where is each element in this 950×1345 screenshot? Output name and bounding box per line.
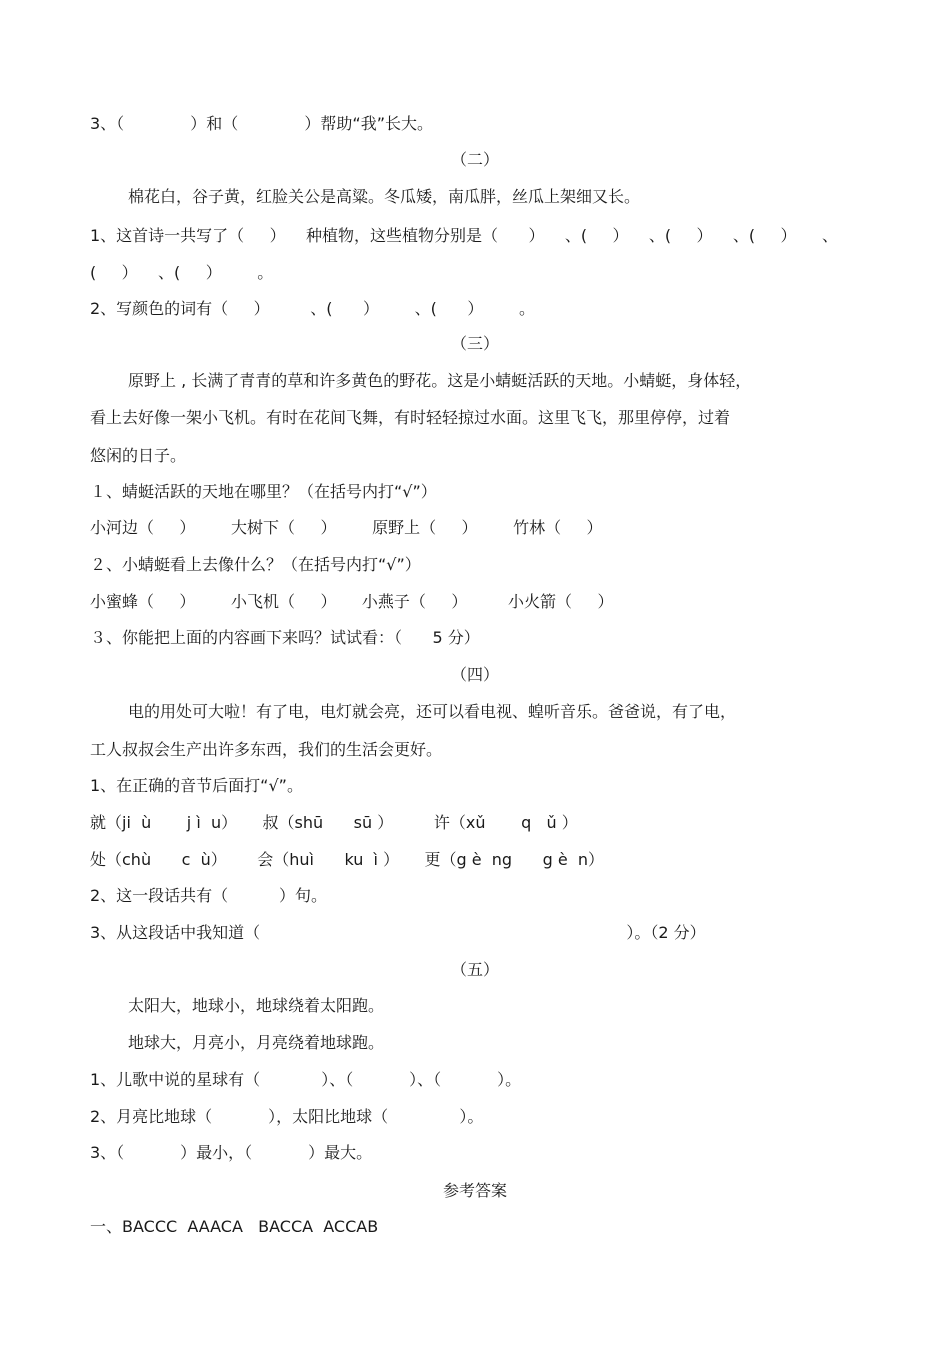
passage-four-line-1: 电的用处可大啦！有了电，电灯就会亮，还可以看电视、蝗听音乐。爸爸说，有了电， [128,702,737,721]
rhyme-line-1: 太阳大，地球小，地球绕着太阳跑。 [128,996,385,1015]
pinyin-row-2: 处（chù c ù） 会（huì ku ì ） 更（g è ng g è n） [90,850,604,869]
q3-1-line: １、蜻蜓活跃的天地在哪里？（在括号内打“√”） [90,482,437,501]
passage-four-line-2: 工人叔叔会生产出许多东西，我们的生活会更好。 [90,740,443,759]
q4-1-line: 1、在正确的音节后面打“√”。 [90,776,303,795]
q3-2-options: 小蜜蜂（ ） 小飞机（ ） 小燕子（ ） 小火箭（ ） [90,592,614,611]
passage-three-line-1: 原野上 , 长满了青青的草和许多黄色的野花。这是小蜻蜓活跃的天地。小蜻蜓，身体轻， [128,371,752,390]
q2-1-line-cont: ( ） 、( ） 。 [90,263,274,282]
q5-2-line: 2、月亮比地球（ ），太阳比地球（ ）。 [90,1107,484,1126]
section-five-heading: （五） [450,960,499,979]
q3-2-line: ２、小蜻蜓看上去像什么？（在括号内打“√”） [90,555,421,574]
q4-3-line: 3、从这段话中我知道（ ）。（2 分） [90,923,706,942]
q2-2-line: 2、写颜色的词有（ ） 、( ） 、( ） 。 [90,299,536,318]
passage-three-line-3: 悠闲的日子。 [90,446,187,465]
poem-text: 棉花白，谷子黄，红脸关公是高粱。冬瓜矮，南瓜胖，丝瓜上架细又长。 [128,187,641,206]
rhyme-line-2: 地球大，月亮小，月亮绕着地球跑。 [128,1033,385,1052]
section-four-heading: （四） [450,665,499,684]
q3-3-line: ３、你能把上面的内容画下来吗？试试看：（ 5 分） [90,628,480,647]
q2-1-line: 1、这首诗一共写了（ ） 种植物，这些植物分别是（ ） 、( ） 、( ） 、( ） 、 [90,226,838,245]
q5-1-line: 1、儿歌中说的星球有（ ）、（ ）、（ ）。 [90,1070,522,1089]
q3-1-options: 小河边（ ） 大树下（ ） 原野上（ ） 竹林（ ） [90,518,603,537]
answer-key-heading: 参考答案 [442,1181,507,1200]
q5-3-line: 3、（ ）最小，（ ）最大。 [90,1143,373,1162]
passage-three-line-2: 看上去好像一架小飞机。有时在花间飞舞，有时轻轻掠过水面。这里飞飞，那里停停，过着 [90,408,731,427]
section-two-heading: （二） [450,150,499,169]
answer-key-line: 一、BACCC AAACA BACCA ACCAB [90,1217,379,1236]
section-three-heading: （三） [450,334,499,353]
q1-3-line: 3、（ ）和（ ）帮助“我”长大。 [90,114,433,133]
q4-2-line: 2、这一段话共有（ ）句。 [90,886,328,905]
pinyin-row-1: 就（ji ù j ì u） 叔（shū sū ） 许（xǔ q ǔ ） [90,813,578,832]
